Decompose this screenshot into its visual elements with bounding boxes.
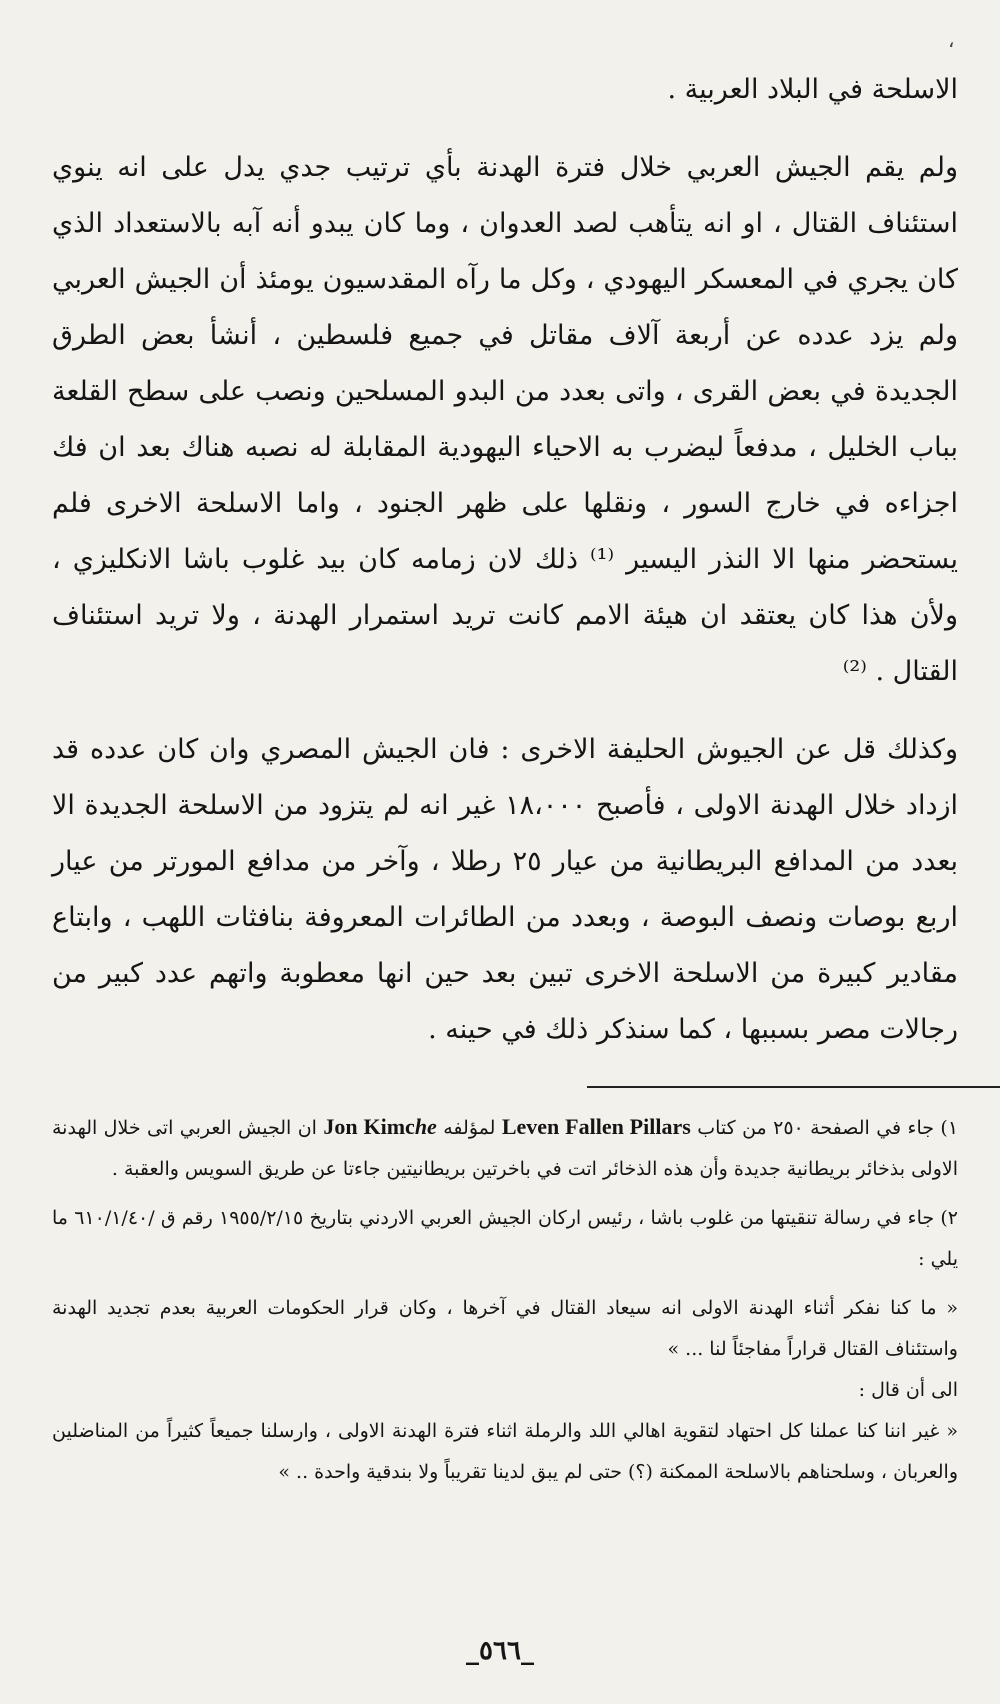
- footnote-2-quote-2: « غير اننا كنا عملنا كل احتهاد لتقوية اهالي اللد والرملة اثناء فترة الهدنة الاولى ، وارسلنا جميعاً كثيراً من المناضلين والعربان ، وسلحناهم بالاسلحة الممكنة (؟) حتى لم يبق لدينا تقريباً ولا بندقية واحدة .. »: [52, 1420, 958, 1483]
- footnote-2-line-1: ٢) جاء في رسالة تنقيتها من غلوب باشا ، رئيس اركان الجيش العربي الاردني بتاريخ ١٩٥٥/٢/١٥ رقم ق /٦١٠/١/٤٠ ما يلي :: [52, 1207, 958, 1270]
- footnote-1: [52, 1106, 958, 1190]
- page-number: _٥٦٦_: [466, 1636, 534, 1666]
- paragraph-3: وكذلك قل عن الجيوش الحليفة الاخرى : فان الجيش المصري وان كان عدده قد ازداد خلال الهدنة الاولى ، فأصبح ١٨،٠٠٠ غير انه لم يتزود من الاسلحة الجديدة الا بعدد من المدافع البريطانية من عيار ٢٥ رطلا ، وآخر من مدافع المورتر من عيار اربع بوصات ونصف البوصة ، وبعدد من الطائرات المعروفة بنافثات اللهب ، وابتاع مقادير كبيرة من الاسلحة الاخرى تبين بعد حين انها معطوبة واتهم عدد كبير من رجالات مصر بسببها ، كما سنذكر ذلك في حينه .: [52, 734, 959, 1045]
- paragraph-1: الاسلحة في البلاد العربية .: [667, 74, 958, 105]
- footnote-1-prefix: ١) جاء في الصفحة ٢٥٠ من كتاب: [697, 1117, 959, 1139]
- corner-mark: ،: [948, 28, 955, 52]
- paragraph-2: ولم يقم الجيش العربي خلال فترة الهدنة بأي ترتيب جدي يدل على انه ينوي استئناف القتال ، او انه يتأهب لصد العدوان ، وما كان يبدو أنه آبه بالاستعداد الذي كان يجري في المعسكر اليهودي ، وكل ما رآه المقدسيون يومئذ أن الجيش العربي ولم يزد عدده عن أربعة آلاف مقاتل في جميع فلسطين ، أنشأ بعض الطرق الجديدة في بعض القرى ، واتى بعدد من البدو المسلحين ونصب على سطح القلعة بباب الخليل ، مدفعاً ليضرب به الاحياء اليهودية المقابلة له نصبه هناك بعد ان فك اجزاءه في خارج السور ، ونقلها على ظهر الجنود ، واما الاسلحة الاخرى فلم يستحضر منها الا النذر اليسير ⁽¹⁾ ذلك لان زمامه كان بيد غلوب باشا الانكليزي ، ولأن هذا كان يعتقد ان هيئة الامم كانت تريد استمرار الهدنة ، ولا تريد استئناف القتال . ⁽²⁾: [52, 152, 958, 687]
- footnote-1-text: ان الجيش العربي اتى خلال الهدنة الاولى بذخائر بريطانية جديدة وأن هذه الذخائر اتت في باخرتين بريطانيتين جاءتا عن طريق السويس والعقبة .: [52, 1117, 958, 1180]
- body-text: [52, 62, 958, 1058]
- footnotes: [52, 1106, 958, 1493]
- footnote-divider: [587, 1086, 1000, 1088]
- footnote-2-quote-1: « ما كنا نفكر أثناء الهدنة الاولى انه سيعاد القتال في آخرها ، وكان قرار الحكومات العربية بعدم تجديد الهدنة واستئناف القتال قراراً مفاجئاً لنا ... »: [52, 1297, 958, 1360]
- footnote-divider-wrap: [52, 1086, 958, 1088]
- footnote-1-author: Jon Kimche: [323, 1114, 437, 1139]
- footnote-2-line-2: الى أن قال :: [858, 1379, 958, 1401]
- footnote-1-book-title: Leven Fallen Pillars: [501, 1114, 691, 1139]
- footnote-1-author-label: لمؤلفه: [443, 1117, 496, 1139]
